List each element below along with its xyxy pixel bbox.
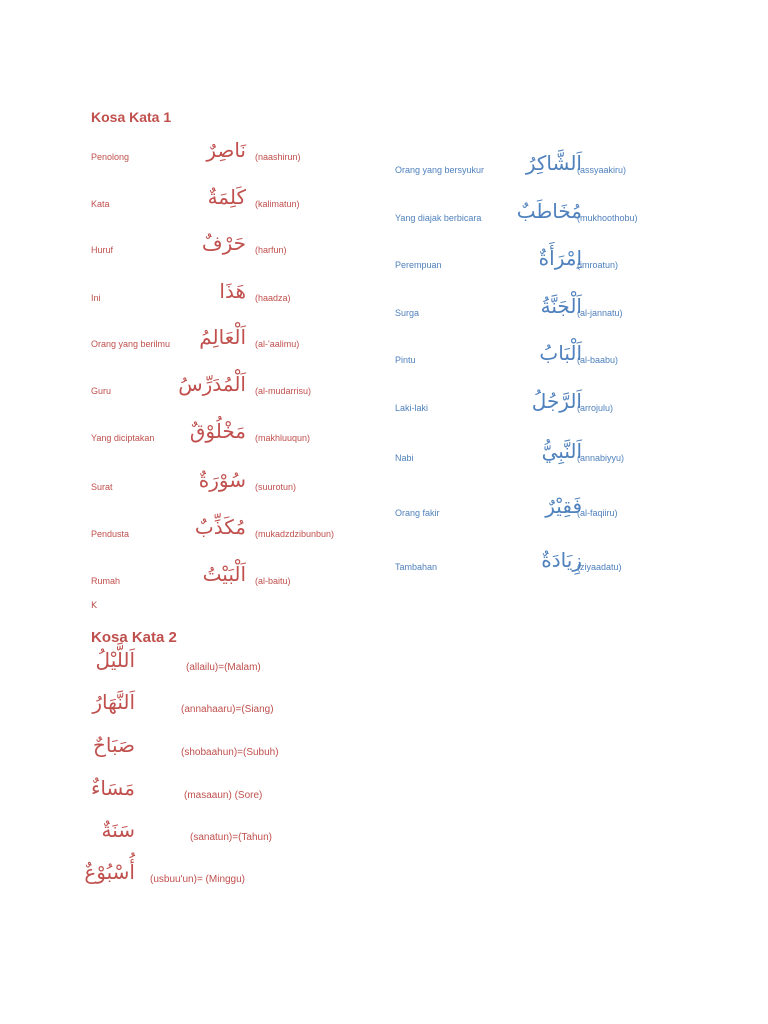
vocab-meaning: Penolong bbox=[91, 152, 130, 162]
vocab-meaning: Surat bbox=[91, 482, 113, 492]
vocab-arabic: حَرْفٌ bbox=[201, 231, 246, 255]
vocab-row bbox=[395, 391, 695, 421]
vocab-transliteration: (al-faqiiru) bbox=[577, 508, 618, 518]
vocab2-text: (shobaahun)=(Subuh) bbox=[181, 747, 279, 758]
vocab-transliteration: (ziyaadatu) bbox=[577, 562, 622, 572]
vocab-arabic: اَلْعَالِمُ bbox=[199, 325, 246, 349]
vocab-row bbox=[91, 187, 391, 217]
vocab-transliteration: (al-mudarrisu) bbox=[255, 386, 312, 396]
vocab-meaning: Orang yang berilmu bbox=[91, 339, 171, 349]
vocab-meaning: Perempuan bbox=[395, 260, 442, 270]
vocab2-arabic: اَلنَّهَارُ bbox=[92, 690, 135, 714]
vocab-row bbox=[91, 421, 391, 451]
vocab-arabic: مُخَاطَبٌ bbox=[516, 199, 582, 223]
vocab-row bbox=[395, 550, 695, 580]
vocab-meaning: Ini bbox=[91, 293, 101, 303]
vocab-row bbox=[91, 233, 391, 263]
vocab-meaning: Huruf bbox=[91, 245, 114, 255]
vocab-meaning: Yang diajak berbicara bbox=[395, 213, 482, 223]
vocab-arabic: اَلشَّاكِرُ bbox=[525, 151, 582, 175]
vocab2-text: (allailu)=(Malam) bbox=[186, 662, 261, 673]
vocab-transliteration: (arrojulu) bbox=[577, 403, 614, 413]
vocab-arabic: هَذَا bbox=[219, 279, 246, 303]
vocab-meaning: Nabi bbox=[395, 453, 414, 463]
vocab-transliteration: (al-jannatu) bbox=[577, 308, 623, 318]
vocab-meaning: Kata bbox=[91, 199, 110, 209]
vocab-transliteration: (al-'aalimu) bbox=[255, 339, 300, 349]
vocab-arabic: نَاصِرٌ bbox=[206, 138, 246, 162]
vocab2-text: (sanatun)=(Tahun) bbox=[190, 832, 272, 843]
vocab-transliteration: (imroatun) bbox=[577, 260, 619, 270]
vocab-meaning: Surga bbox=[395, 308, 420, 318]
vocab2-arabic: أُسْبُوْعٌ bbox=[84, 860, 135, 884]
vocab-arabic: زِيَادَةٌ bbox=[541, 548, 582, 572]
vocab-row bbox=[91, 374, 391, 404]
vocab-transliteration: (kalimatun) bbox=[255, 199, 300, 209]
vocab2-arabic: صَبَاحٌ bbox=[92, 733, 135, 757]
vocab-arabic: اَلْجَنَّةُ bbox=[540, 294, 582, 318]
vocab-transliteration: (al-baabu) bbox=[577, 355, 619, 365]
vocab2-text: (usbuu'un)= (Minggu) bbox=[150, 874, 246, 885]
vocab-arabic: اَلنَّبِيُّ bbox=[541, 439, 582, 463]
vocab-transliteration: (al-baitu) bbox=[255, 576, 291, 586]
vocab-row bbox=[91, 281, 391, 311]
vocab-row bbox=[395, 496, 695, 526]
vocab-row bbox=[395, 153, 695, 183]
vocab-arabic: كَلِمَةٌ bbox=[207, 185, 246, 209]
vocab-row bbox=[395, 441, 695, 471]
vocab-transliteration: (assyaakiru) bbox=[577, 165, 627, 175]
vocab2-text: (masaaun) (Sore) bbox=[184, 790, 263, 801]
vocab-meaning: Tambahan bbox=[395, 562, 438, 572]
vocab-row bbox=[91, 327, 391, 357]
vocab-arabic: اَلْمُدَرِّسُ bbox=[178, 372, 246, 396]
vocab-row bbox=[91, 517, 391, 547]
vocab-meaning: Laki-laki bbox=[395, 403, 429, 413]
vocab-row bbox=[395, 343, 695, 373]
vocab-arabic: مَخْلُوْقٌ bbox=[189, 419, 246, 443]
vocab-row bbox=[91, 470, 391, 500]
section2-title: Kosa Kata 2 bbox=[91, 629, 177, 646]
vocab2-text: (annahaaru)=(Siang) bbox=[181, 704, 274, 715]
vocab-arabic: فَقِيْرٌ bbox=[545, 494, 582, 518]
vocab-transliteration: (naashirun) bbox=[255, 152, 301, 162]
vocab-row bbox=[91, 564, 391, 594]
vocab2-arabic: مَسَاءٌ bbox=[90, 776, 135, 800]
vocab-arabic: اَلْبَيْتُ bbox=[202, 562, 246, 586]
vocab-row bbox=[395, 248, 695, 278]
vocab-arabic: مُكَذِّبٌ bbox=[194, 515, 246, 539]
vocab-transliteration: (annabiyyu) bbox=[577, 453, 625, 463]
vocab-row bbox=[395, 201, 695, 231]
vocab-arabic: اَلرَّجُلُ bbox=[531, 389, 582, 413]
vocab2-arabic: اَللَّيْلُ bbox=[95, 648, 135, 672]
vocab-meaning: Orang yang bersyukur bbox=[395, 165, 485, 175]
vocab-meaning: Rumah bbox=[91, 576, 121, 586]
vocab-arabic: اَلْبَابُ bbox=[539, 341, 582, 365]
vocab-transliteration: (harfun) bbox=[255, 245, 287, 255]
vocab-transliteration: (mukadzdzibunbun) bbox=[255, 529, 335, 539]
vocab-meaning: Pintu bbox=[395, 355, 416, 365]
vocab-meaning: Pendusta bbox=[91, 529, 130, 539]
vocab-transliteration: (haadza) bbox=[255, 293, 291, 303]
vocab2-arabic: سَنَةٌ bbox=[101, 818, 135, 842]
vocab-transliteration: (mukhoothobu) bbox=[577, 213, 638, 223]
stray-text: K bbox=[91, 601, 97, 611]
vocab-meaning: Orang fakir bbox=[395, 508, 440, 518]
vocab-transliteration: (suurotun) bbox=[255, 482, 297, 492]
vocab-meaning: Yang diciptakan bbox=[91, 433, 155, 443]
vocab-meaning: Guru bbox=[91, 386, 112, 396]
vocab-arabic: اِمْرَأَةٌ bbox=[538, 246, 582, 270]
vocab-row bbox=[91, 140, 391, 170]
vocab-arabic: سُوْرَةٌ bbox=[198, 468, 246, 492]
vocab-row bbox=[395, 296, 695, 326]
vocab-transliteration: (makhluuqun) bbox=[255, 433, 311, 443]
section1-title: Kosa Kata 1 bbox=[91, 109, 172, 125]
